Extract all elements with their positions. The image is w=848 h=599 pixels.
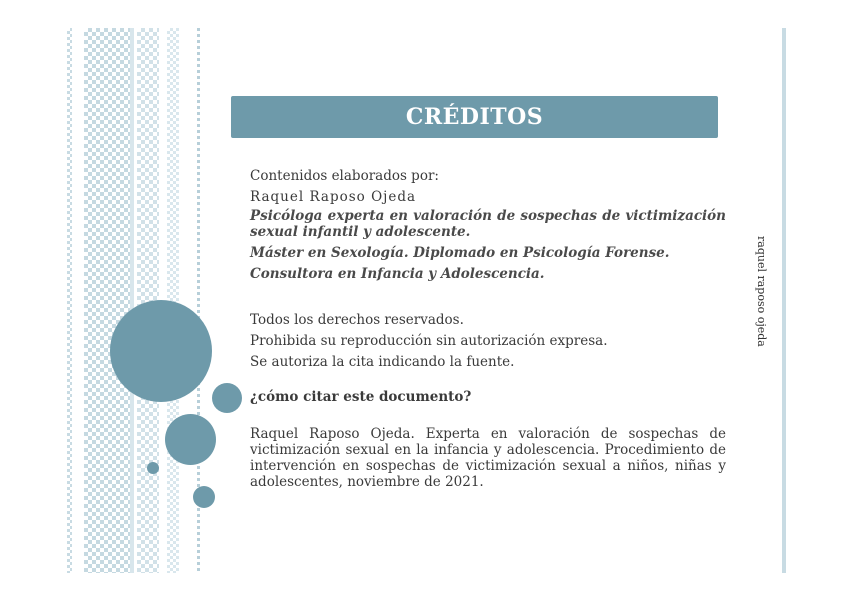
rights-line: Prohibida su reproducción sin autorización expresa. — [250, 333, 608, 349]
credits-content — [250, 166, 726, 490]
rights-line: Todos los derechos reservados. — [250, 312, 464, 328]
pattern-stripe — [130, 28, 134, 573]
decorative-circle-tiny — [147, 462, 159, 474]
rights-line: Se autoriza la cita indicando la fuente. — [250, 354, 515, 370]
side-author-label: raquel raposo ojeda — [755, 236, 768, 347]
author-name: Raquel Raposo Ojeda — [250, 189, 417, 205]
author-role: Psicóloga experta en valoración de sospechas de victimización sexual infantil y adolescente. — [250, 208, 726, 240]
decorative-circle-small — [193, 486, 215, 508]
author-role: Consultora en Infancia y Adolescencia. — [250, 266, 545, 282]
pattern-stripe — [84, 28, 130, 573]
decorative-circle-large — [110, 300, 212, 402]
author-role: Máster en Sexología. Diplomado en Psicología Forense. — [250, 245, 670, 261]
page-title: CRÉDITOS — [405, 104, 544, 130]
pattern-stripe — [67, 28, 72, 573]
decorative-circle-small — [212, 383, 242, 413]
right-border-line — [782, 28, 786, 573]
citation-text: Raquel Raposo Ojeda. Experta en valoración de sospechas de victimización sexual en la infancia y adolescencia. Procedimiento de intervención en sospechas de victimización sexual a niños, niñas y adolescentes, noviembre de 2021. — [250, 426, 726, 490]
rights-notice — [250, 310, 726, 373]
cite-question: ¿cómo citar este documento? — [250, 389, 472, 405]
authors-intro: Contenidos elaborados por: — [250, 168, 439, 184]
decorative-circle-medium — [165, 414, 216, 465]
decorative-pattern-band — [67, 28, 201, 573]
title-bar — [231, 96, 718, 138]
